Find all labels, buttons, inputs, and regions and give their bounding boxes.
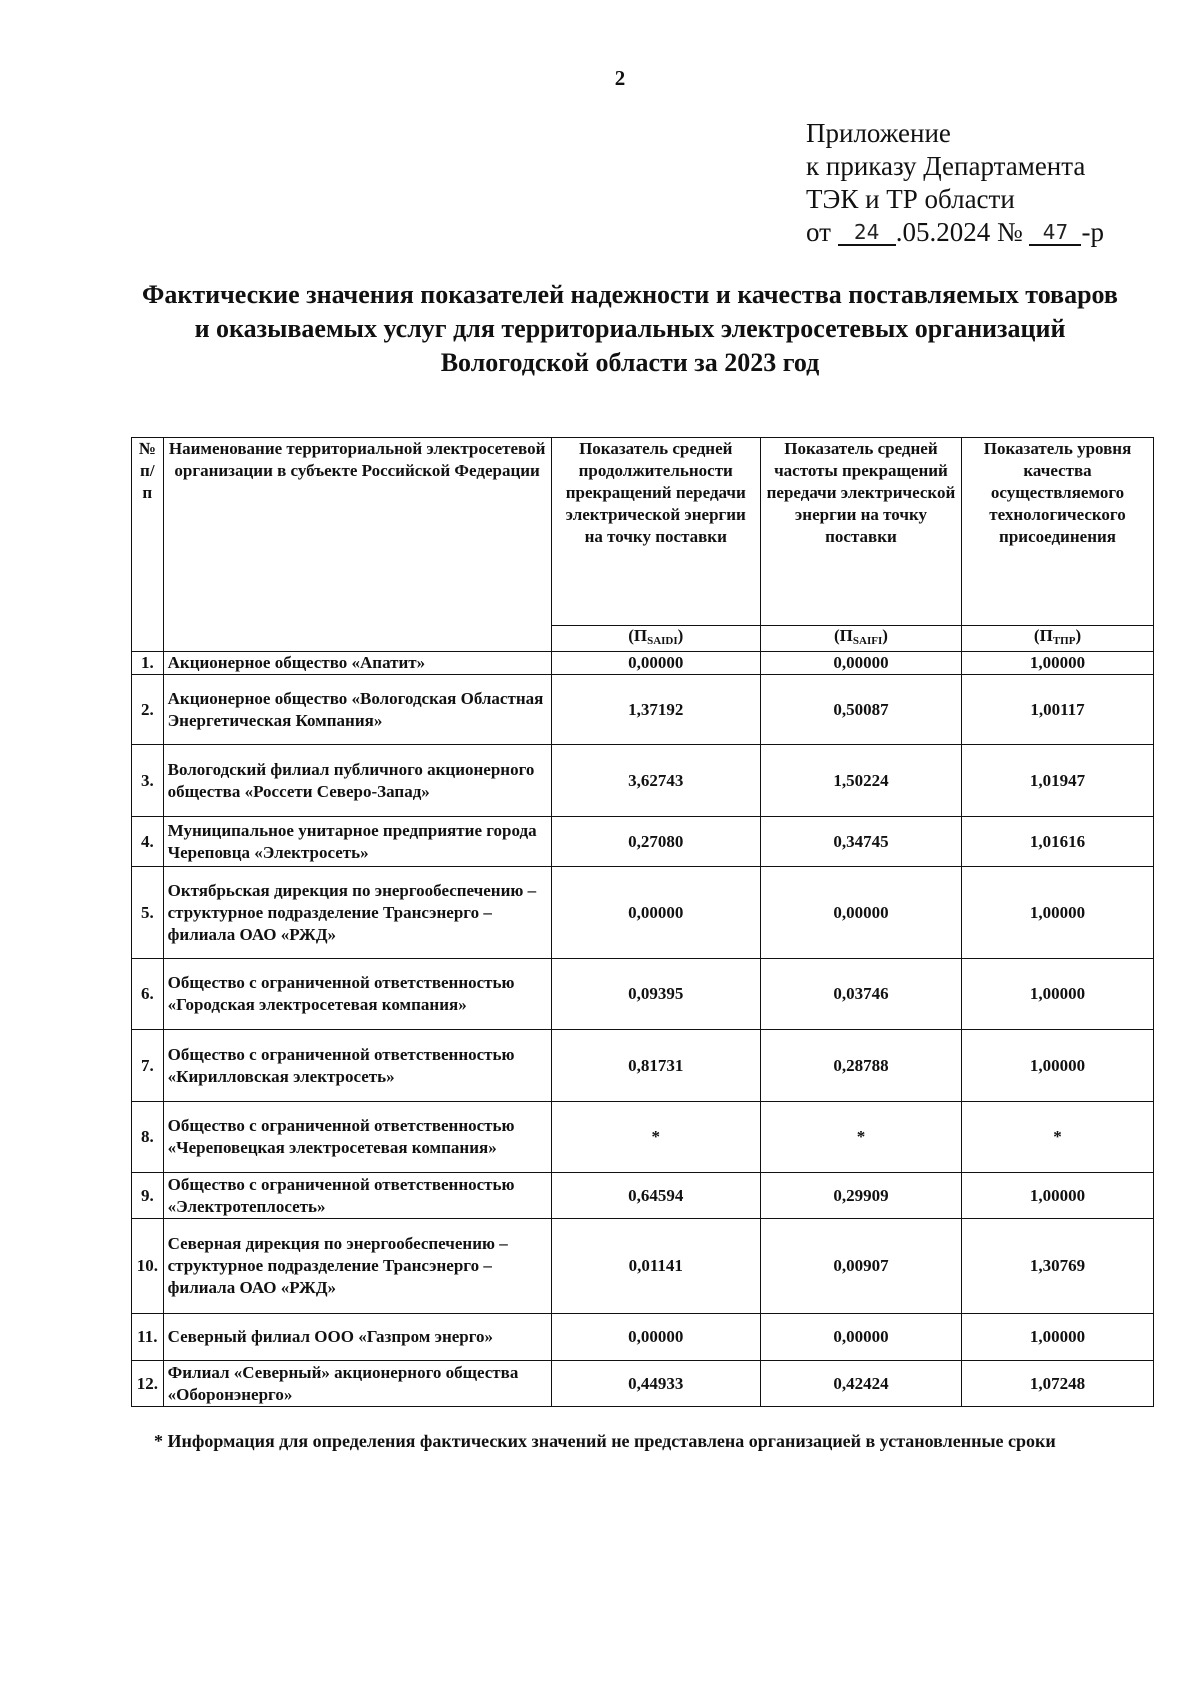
row-number: 8. bbox=[132, 1102, 164, 1173]
value-saifi: 0,03746 bbox=[760, 959, 961, 1030]
org-name: Акционерное общество «Апатит» bbox=[163, 652, 551, 675]
value-saidi: * bbox=[551, 1102, 760, 1173]
row-number: 5. bbox=[132, 867, 164, 959]
value-saidi: 0,00000 bbox=[551, 1314, 760, 1361]
title-line-2: и оказываемых услуг для территориальных электросетевых организаций bbox=[194, 314, 1066, 343]
value-saifi: 0,34745 bbox=[760, 817, 961, 867]
table-row bbox=[132, 1102, 1154, 1173]
org-name: Северный филиал ООО «Газпром энерго» bbox=[163, 1314, 551, 1361]
org-name: Акционерное общество «Вологодская Областная Энергетическая Компания» bbox=[163, 675, 551, 745]
value-tpr: 1,00000 bbox=[962, 1173, 1154, 1219]
org-name: Вологодский филиал публичного акционерного общества «Россети Северо-Запад» bbox=[163, 745, 551, 817]
value-tpr: 1,00000 bbox=[962, 652, 1154, 675]
handwritten-number: 47 bbox=[1029, 220, 1081, 246]
value-tpr: 1,00000 bbox=[962, 959, 1154, 1030]
value-tpr: 1,07248 bbox=[962, 1361, 1154, 1407]
table-row bbox=[132, 652, 1154, 675]
table-row bbox=[132, 1030, 1154, 1102]
appendix-block bbox=[806, 117, 1104, 249]
value-tpr: * bbox=[962, 1102, 1154, 1173]
value-saifi: 0,00907 bbox=[760, 1219, 961, 1314]
value-saifi: 0,00000 bbox=[760, 1314, 961, 1361]
handwritten-day: 24 bbox=[838, 220, 896, 246]
document-title bbox=[60, 278, 1200, 380]
org-name: Общество с ограниченной ответственностью «Кирилловская электросеть» bbox=[163, 1030, 551, 1102]
symbol-saifi: $(П_{SAIFI})$ bbox=[760, 626, 961, 652]
header-saifi: Показатель средней частоты прекращений передачи электрической энергии на точку поставки bbox=[760, 438, 961, 626]
row-number: 11. bbox=[132, 1314, 164, 1361]
value-saifi: * bbox=[760, 1102, 961, 1173]
footnote: * Информация для определения фактических значений не представлена организацией в установленные сроки bbox=[154, 1431, 1056, 1451]
org-name: Октябрьская дирекция по энергообеспечению – структурное подразделение Трансэнерго – филиала ОАО «РЖД» bbox=[163, 867, 551, 959]
table-row bbox=[132, 1173, 1154, 1219]
value-tpr: 1,01616 bbox=[962, 817, 1154, 867]
row-number: 3. bbox=[132, 745, 164, 817]
value-saifi: 1,50224 bbox=[760, 745, 961, 817]
table-row bbox=[132, 1219, 1154, 1314]
row-number: 6. bbox=[132, 959, 164, 1030]
value-saifi: 0,50087 bbox=[760, 675, 961, 745]
value-saidi: 0,81731 bbox=[551, 1030, 760, 1102]
table-row bbox=[132, 675, 1154, 745]
value-saidi: 0,00000 bbox=[551, 867, 760, 959]
table-row bbox=[132, 1361, 1154, 1407]
value-saifi: 0,00000 bbox=[760, 867, 961, 959]
indicators-table bbox=[131, 437, 1154, 1407]
value-tpr: 1,00117 bbox=[962, 675, 1154, 745]
table-row bbox=[132, 867, 1154, 959]
org-name: Муниципальное унитарное предприятие города Череповца «Электросеть» bbox=[163, 817, 551, 867]
value-saidi: 0,27080 bbox=[551, 817, 760, 867]
row-number: 9. bbox=[132, 1173, 164, 1219]
org-name: Общество с ограниченной ответственностью «Городская электросетевая компания» bbox=[163, 959, 551, 1030]
header-num: № п/п bbox=[132, 438, 164, 652]
value-saifi: 0,42424 bbox=[760, 1361, 961, 1407]
org-name: Общество с ограниченной ответственностью «Череповецкая электросетевая компания» bbox=[163, 1102, 551, 1173]
row-number: 4. bbox=[132, 817, 164, 867]
value-saidi: 0,64594 bbox=[551, 1173, 760, 1219]
appendix-order-ref: к приказу Департамента bbox=[806, 151, 1086, 181]
value-tpr: 1,00000 bbox=[962, 1030, 1154, 1102]
org-name: Филиал «Северный» акционерного общества «Оборонэнерго» bbox=[163, 1361, 551, 1407]
row-number: 2. bbox=[132, 675, 164, 745]
appendix-department: ТЭК и ТР области bbox=[806, 184, 1015, 214]
value-saifi: 0,29909 bbox=[760, 1173, 961, 1219]
row-number: 7. bbox=[132, 1030, 164, 1102]
title-line-1: Фактические значения показателей надежности и качества поставляемых товаров bbox=[142, 280, 1118, 309]
org-name: Общество с ограниченной ответственностью «Электротеплосеть» bbox=[163, 1173, 551, 1219]
org-name: Северная дирекция по энергообеспечению – структурное подразделение Трансэнерго – филиала ОАО «РЖД» bbox=[163, 1219, 551, 1314]
header-tpr: Показатель уровня качества осуществляемого технологического присоединения bbox=[962, 438, 1154, 626]
value-saidi: 0,44933 bbox=[551, 1361, 760, 1407]
value-tpr: 1,00000 bbox=[962, 1314, 1154, 1361]
value-saifi: 0,00000 bbox=[760, 652, 961, 675]
table-row bbox=[132, 1314, 1154, 1361]
value-tpr: 1,01947 bbox=[962, 745, 1154, 817]
table-row bbox=[132, 817, 1154, 867]
appendix-date-line bbox=[806, 216, 1104, 249]
header-saidi: Показатель средней продолжительности прекращений передачи электрической энергии на точку поставки bbox=[551, 438, 760, 626]
value-saidi: 0,00000 bbox=[551, 652, 760, 675]
date-prefix: от bbox=[806, 217, 831, 247]
value-saifi: 0,28788 bbox=[760, 1030, 961, 1102]
title-line-3: Вологодской области за 2023 год bbox=[440, 348, 820, 377]
value-saidi: 3,62743 bbox=[551, 745, 760, 817]
row-number: 12. bbox=[132, 1361, 164, 1407]
value-saidi: 0,01141 bbox=[551, 1219, 760, 1314]
page-number: 2 bbox=[614, 66, 626, 90]
symbol-saidi: $(П_{SAIDI})$ bbox=[551, 626, 760, 652]
number-suffix: -р bbox=[1081, 217, 1104, 247]
symbol-tpr: $(П_{ТПР})$ bbox=[962, 626, 1154, 652]
appendix-title: Приложение bbox=[806, 118, 951, 148]
row-number: 10. bbox=[132, 1219, 164, 1314]
value-saidi: 0,09395 bbox=[551, 959, 760, 1030]
date-rest: .05.2024 № bbox=[895, 217, 1023, 247]
header-name: Наименование территориальной электросетевой организации в субъекте Российской Федерации bbox=[163, 438, 551, 652]
value-saidi: 1,37192 bbox=[551, 675, 760, 745]
value-tpr: 1,30769 bbox=[962, 1219, 1154, 1314]
table-row bbox=[132, 959, 1154, 1030]
row-number: 1. bbox=[132, 652, 164, 675]
value-tpr: 1,00000 bbox=[962, 867, 1154, 959]
table-row bbox=[132, 745, 1154, 817]
